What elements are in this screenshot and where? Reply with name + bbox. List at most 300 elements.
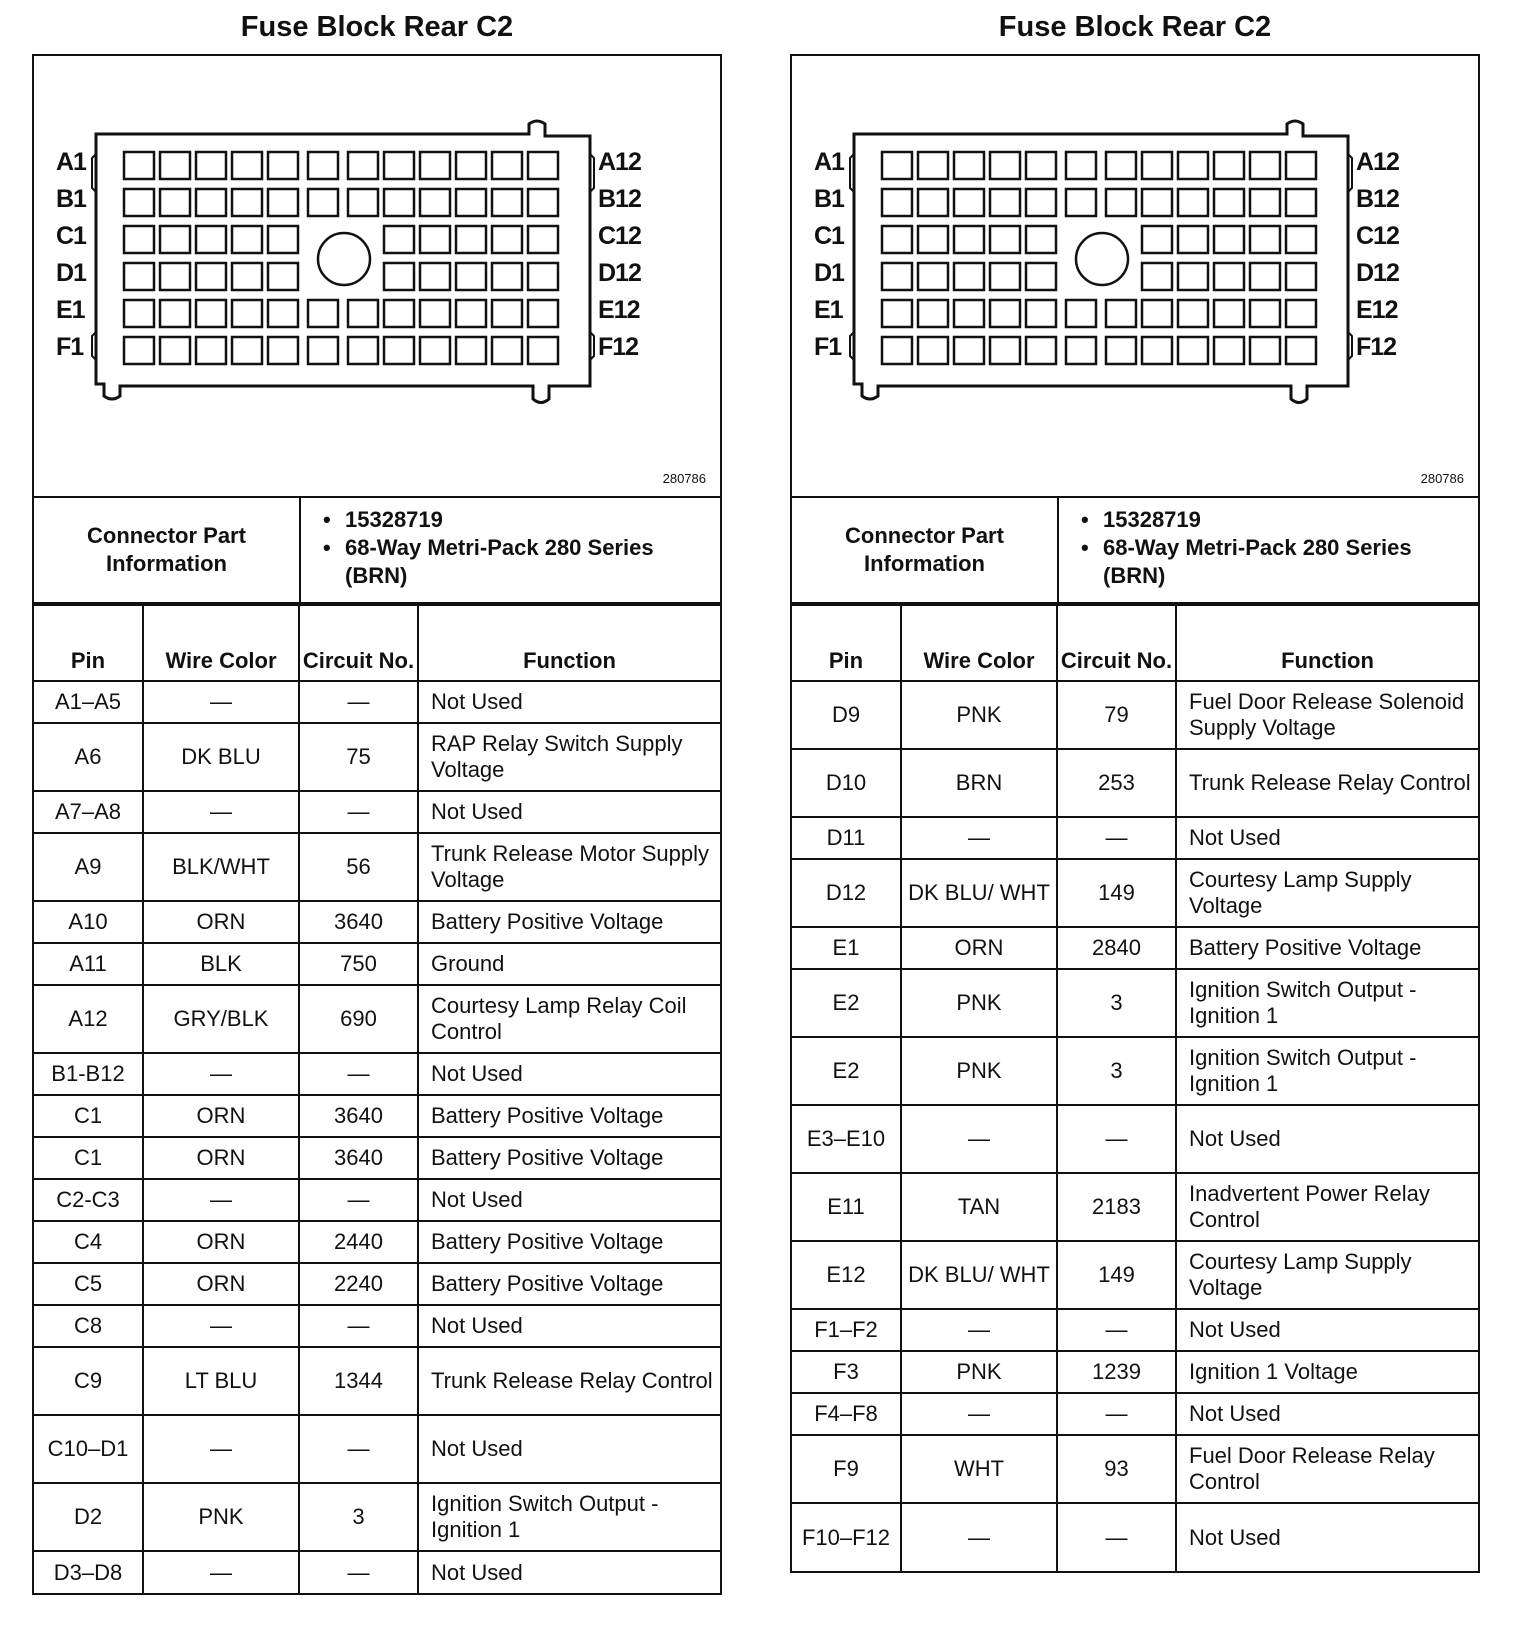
cell-pin: A9 [34,833,143,901]
cell-pin: F10–F12 [792,1503,901,1571]
cell-circuit-no: 2240 [299,1263,418,1305]
figure-number: 280786 [1420,471,1464,486]
terminal-cavity [1142,226,1172,253]
table-row [34,985,720,1053]
terminal-cavity [1286,189,1316,216]
table-row [792,1435,1478,1503]
connector-diagram [792,56,1478,498]
cell-function: Not Used [1176,1503,1478,1571]
terminal-cavity [1026,337,1056,364]
connector-info-item: • 68-Way Metri-Pack 280 Series (BRN) [345,534,720,590]
terminal-cavity [1066,337,1096,364]
header-circuit-no: Circuit No. [1057,605,1176,681]
connector-info-label: Connector Part Information [34,498,301,602]
row-label-left: C1 [814,222,844,250]
panel-title: Fuse Block Rear C2 [240,11,514,43]
terminal-cavity [232,263,262,290]
terminal-cavity [1250,337,1280,364]
terminal-cavity [268,226,298,253]
terminal-cavity [232,300,262,327]
cell-pin: F4–F8 [792,1393,901,1435]
cell-pin: A11 [34,943,143,985]
cell-pin: C9 [34,1347,143,1415]
panel-left [32,0,722,1595]
cell-pin: F1–F2 [792,1309,901,1351]
terminal-cavity [990,226,1020,253]
header-circuit-no: Circuit No. [299,605,418,681]
terminal-cavity [384,152,414,179]
row-label-right: D12 [598,259,641,287]
connector-info-row [34,498,720,604]
table-row [34,1137,720,1179]
cell-function: Ignition Switch Output - Ignition 1 [1176,1037,1478,1105]
terminal-cavity [1178,152,1208,179]
terminal-cavity [160,226,190,253]
terminal-cavity [1026,226,1056,253]
row-label-left: B1 [56,185,86,213]
cell-function: Battery Positive Voltage [418,1137,720,1179]
row-label-left: D1 [56,259,86,287]
terminal-cavity [1142,152,1172,179]
cell-function: Not Used [418,1179,720,1221]
terminal-cavity [1214,263,1244,290]
terminal-cavity [528,152,558,179]
cell-pin: E11 [792,1173,901,1241]
terminal-cavity [1142,300,1172,327]
panel-frame [790,54,1480,1573]
cell-pin: C4 [34,1221,143,1263]
terminal-cavity [492,337,522,364]
figure-number: 280786 [662,471,706,486]
cell-circuit-no: — [299,1415,418,1483]
terminal-cavity [954,226,984,253]
connector-info-label: Connector Part Information [792,498,1059,602]
row-label-right: E12 [1356,296,1398,324]
terminal-cavity [308,189,338,216]
cell-pin: B1-B12 [34,1053,143,1095]
terminal-cavity [268,152,298,179]
cell-pin: E2 [792,969,901,1037]
table-row [792,1503,1478,1571]
table-row [792,969,1478,1037]
terminal-cavity [384,226,414,253]
table-row [34,1347,720,1415]
terminal-cavity [492,300,522,327]
row-label-left: F1 [814,333,842,361]
terminal-cavity [1250,189,1280,216]
header-wire-color: Wire Color [143,605,299,681]
connector-info-item: • 15328719 [1103,506,1478,534]
cell-wire-color: DK BLU/ WHT [901,859,1057,927]
terminal-cavity [918,263,948,290]
terminal-cavity [160,300,190,327]
table-row [34,681,720,723]
table-row [792,817,1478,859]
cell-pin: D9 [792,681,901,749]
cell-function: Inadvertent Power Relay Control [1176,1173,1478,1241]
cell-function: RAP Relay Switch Supply Voltage [418,723,720,791]
table-row [792,1309,1478,1351]
terminal-cavity [528,337,558,364]
table-body [792,681,1478,1571]
cell-function: Battery Positive Voltage [418,1095,720,1137]
terminal-cavity [990,300,1020,327]
table-row [792,1037,1478,1105]
terminal-cavity [160,189,190,216]
row-label-left: A1 [814,148,844,176]
table-row [792,1241,1478,1309]
cell-circuit-no: 3 [1057,969,1176,1037]
terminal-cavity [160,337,190,364]
terminal-cavity [268,263,298,290]
cell-wire-color: PNK [901,1037,1057,1105]
connector-info-list [1059,498,1478,602]
cell-circuit-no: 79 [1057,681,1176,749]
terminal-cavity [384,300,414,327]
cell-pin: E3–E10 [792,1105,901,1173]
terminal-cavity [1250,226,1280,253]
terminal-cavity [1066,152,1096,179]
terminal-cavity [882,152,912,179]
connector-info-item: • 68-Way Metri-Pack 280 Series (BRN) [1103,534,1478,590]
cell-pin: D3–D8 [34,1551,143,1593]
terminal-cavity [1106,189,1136,216]
terminal-cavity [232,337,262,364]
terminal-cavity [384,189,414,216]
table-row [34,1415,720,1483]
center-bolt-hole [318,233,370,285]
terminal-cavity [268,337,298,364]
cell-function: Not Used [418,1305,720,1347]
pin-table [792,604,1478,1571]
cell-pin: D2 [34,1483,143,1551]
terminal-cavity [1106,152,1136,179]
cell-pin: A12 [34,985,143,1053]
cell-pin: E12 [792,1241,901,1309]
table-header-row [792,605,1478,681]
terminal-cavity [1214,152,1244,179]
terminal-cavity [1286,263,1316,290]
cell-wire-color: — [901,1309,1057,1351]
center-bolt-hole [1076,233,1128,285]
terminal-cavity [348,152,378,179]
cell-wire-color: PNK [901,1351,1057,1393]
terminal-cavity [1178,263,1208,290]
terminal-cavity [196,263,226,290]
cell-pin: C8 [34,1305,143,1347]
cell-function: Courtesy Lamp Relay Coil Control [418,985,720,1053]
cell-function: Not Used [418,1053,720,1095]
cell-wire-color: — [901,1503,1057,1571]
cell-circuit-no: — [1057,1105,1176,1173]
terminal-cavity [124,152,154,179]
terminal-cavity [420,226,450,253]
terminal-cavity [882,263,912,290]
terminal-cavity [492,189,522,216]
header-function: Function [1176,605,1478,681]
terminal-cavity [1106,300,1136,327]
row-label-right: A12 [598,148,641,176]
terminal-cavity [882,337,912,364]
terminal-cavity [1178,337,1208,364]
cell-wire-color: ORN [143,1095,299,1137]
row-label-left: A1 [56,148,86,176]
terminal-cavity [918,337,948,364]
terminal-cavity [1066,189,1096,216]
table-row [34,1221,720,1263]
terminal-cavity [1066,300,1096,327]
cell-function: Trunk Release Motor Supply Voltage [418,833,720,901]
terminal-cavity [954,337,984,364]
terminal-cavity [918,226,948,253]
cell-wire-color: DK BLU/ WHT [901,1241,1057,1309]
cell-function: Battery Positive Voltage [418,901,720,943]
terminal-cavity [420,337,450,364]
table-header-row [34,605,720,681]
cell-pin: D12 [792,859,901,927]
terminal-cavity [990,263,1020,290]
terminal-cavity [1286,226,1316,253]
cell-wire-color: WHT [901,1435,1057,1503]
cell-function: Not Used [1176,1309,1478,1351]
terminal-cavity [918,189,948,216]
cell-pin: C5 [34,1263,143,1305]
terminal-cavity [160,152,190,179]
table-row [34,1263,720,1305]
cell-circuit-no: — [299,791,418,833]
terminal-cavity [1214,337,1244,364]
cell-wire-color: BLK [143,943,299,985]
cell-function: Not Used [418,1415,720,1483]
terminal-cavity [420,189,450,216]
cell-wire-color: — [901,1393,1057,1435]
cell-circuit-no: 56 [299,833,418,901]
terminal-cavity [196,152,226,179]
cell-function: Not Used [1176,1105,1478,1173]
cell-wire-color: ORN [143,1263,299,1305]
table-row [34,1483,720,1551]
terminal-cavity [268,300,298,327]
cell-wire-color: ORN [143,901,299,943]
terminal-cavity [456,152,486,179]
row-label-right: B12 [1356,185,1399,213]
terminal-cavity [1142,189,1172,216]
terminal-cavity [1214,300,1244,327]
cell-circuit-no: 149 [1057,859,1176,927]
cell-wire-color: — [143,1305,299,1347]
terminal-cavity [232,152,262,179]
terminal-cavity [456,189,486,216]
cell-circuit-no: 690 [299,985,418,1053]
header-function: Function [418,605,720,681]
cell-function: Ground [418,943,720,985]
cell-wire-color: PNK [143,1483,299,1551]
cell-function: Fuel Door Release Solenoid Supply Voltage [1176,681,1478,749]
cell-pin: C2-C3 [34,1179,143,1221]
table-row [34,901,720,943]
terminal-cavity [124,226,154,253]
terminal-cavity [1026,189,1056,216]
terminal-cavity [1214,226,1244,253]
cell-function: Fuel Door Release Relay Control [1176,1435,1478,1503]
terminal-cavity [954,189,984,216]
terminal-cavity [124,263,154,290]
row-label-left: B1 [814,185,844,213]
cell-wire-color: LT BLU [143,1347,299,1415]
terminal-cavity [456,300,486,327]
terminal-cavity [456,337,486,364]
cell-circuit-no: — [1057,1309,1176,1351]
terminal-cavity [348,189,378,216]
table-row [34,1095,720,1137]
terminal-cavity [1178,189,1208,216]
terminal-cavity [384,337,414,364]
cell-circuit-no: 75 [299,723,418,791]
cell-function: Trunk Release Relay Control [418,1347,720,1415]
terminal-cavity [1026,152,1056,179]
terminal-cavity [1106,337,1136,364]
row-label-right: D12 [1356,259,1399,287]
terminal-cavity [882,300,912,327]
cell-function: Not Used [1176,817,1478,859]
terminal-cavity [1142,263,1172,290]
terminal-cavity [990,337,1020,364]
header-pin: Pin [792,605,901,681]
cell-wire-color: GRY/BLK [143,985,299,1053]
cell-wire-color: TAN [901,1173,1057,1241]
connector-info-row [792,498,1478,604]
terminal-cavity [124,189,154,216]
cell-circuit-no: 2840 [1057,927,1176,969]
table-body [34,681,720,1593]
cell-circuit-no: — [1057,1503,1176,1571]
pin-table [34,604,720,1593]
cell-wire-color: PNK [901,969,1057,1037]
row-label-left: C1 [56,222,86,250]
table-row [34,1551,720,1593]
terminal-cavity [1286,337,1316,364]
cell-pin: D10 [792,749,901,817]
cell-function: Battery Positive Voltage [418,1263,720,1305]
cell-wire-color: — [143,681,299,723]
cell-function: Ignition Switch Output - Ignition 1 [418,1483,720,1551]
connector-info-item: • 15328719 [345,506,720,534]
cell-wire-color: ORN [143,1221,299,1263]
cell-circuit-no: 750 [299,943,418,985]
terminal-cavity [456,226,486,253]
cell-pin: A7–A8 [34,791,143,833]
cell-function: Not Used [418,1551,720,1593]
cell-pin: D11 [792,817,901,859]
cell-function: Not Used [418,681,720,723]
terminal-cavity [124,300,154,327]
cell-pin: A6 [34,723,143,791]
terminal-cavity [528,300,558,327]
cell-wire-color: PNK [901,681,1057,749]
table-row [34,1179,720,1221]
cell-circuit-no: 3640 [299,901,418,943]
cell-function: Not Used [1176,1393,1478,1435]
cell-pin: A1–A5 [34,681,143,723]
cell-pin: A10 [34,901,143,943]
cell-pin: E2 [792,1037,901,1105]
terminal-cavity [348,337,378,364]
panel-title: Fuse Block Rear C2 [998,11,1272,43]
terminal-cavity [420,263,450,290]
terminal-cavity [528,226,558,253]
connector-diagram [34,56,720,498]
cell-circuit-no: 3 [1057,1037,1176,1105]
terminal-cavity [954,263,984,290]
cell-wire-color: — [143,1179,299,1221]
header-pin: Pin [34,605,143,681]
row-label-right: F12 [598,333,639,361]
terminal-cavity [124,337,154,364]
cell-wire-color: BRN [901,749,1057,817]
terminal-cavity [348,300,378,327]
terminal-cavity [420,152,450,179]
cell-function: Courtesy Lamp Supply Voltage [1176,1241,1478,1309]
row-label-left: F1 [56,333,84,361]
table-row [34,943,720,985]
cell-pin: C10–D1 [34,1415,143,1483]
row-label-right: F12 [1356,333,1397,361]
terminal-cavity [384,263,414,290]
row-label-right: A12 [1356,148,1399,176]
terminal-cavity [196,226,226,253]
cell-function: Not Used [418,791,720,833]
terminal-cavity [308,337,338,364]
table-row [34,1305,720,1347]
cell-wire-color: — [143,791,299,833]
cell-pin: C1 [34,1095,143,1137]
cell-circuit-no: 3640 [299,1095,418,1137]
cell-circuit-no: — [1057,1393,1176,1435]
table-row [792,859,1478,927]
table-row [792,749,1478,817]
header-wire-color: Wire Color [901,605,1057,681]
cell-circuit-no: — [299,1179,418,1221]
cell-circuit-no: 2440 [299,1221,418,1263]
table-row [792,1393,1478,1435]
cell-pin: E1 [792,927,901,969]
row-label-right: B12 [598,185,641,213]
panel-frame [32,54,722,1595]
terminal-cavity [308,152,338,179]
terminal-cavity [196,337,226,364]
cell-pin: F3 [792,1351,901,1393]
terminal-cavity [308,300,338,327]
cell-wire-color: ORN [901,927,1057,969]
connector-info-list [301,498,720,602]
row-label-right: C12 [598,222,641,250]
terminal-cavity [492,152,522,179]
panel-right [790,0,1480,1573]
row-label-left: E1 [814,296,843,324]
terminal-cavity [492,263,522,290]
terminal-cavity [918,300,948,327]
cell-circuit-no: — [299,1305,418,1347]
terminal-cavity [456,263,486,290]
row-label-right: E12 [598,296,640,324]
terminal-cavity [1142,337,1172,364]
cell-circuit-no: — [299,681,418,723]
terminal-cavity [528,263,558,290]
terminal-cavity [954,152,984,179]
terminal-cavity [918,152,948,179]
terminal-cavity [420,300,450,327]
cell-circuit-no: — [299,1053,418,1095]
